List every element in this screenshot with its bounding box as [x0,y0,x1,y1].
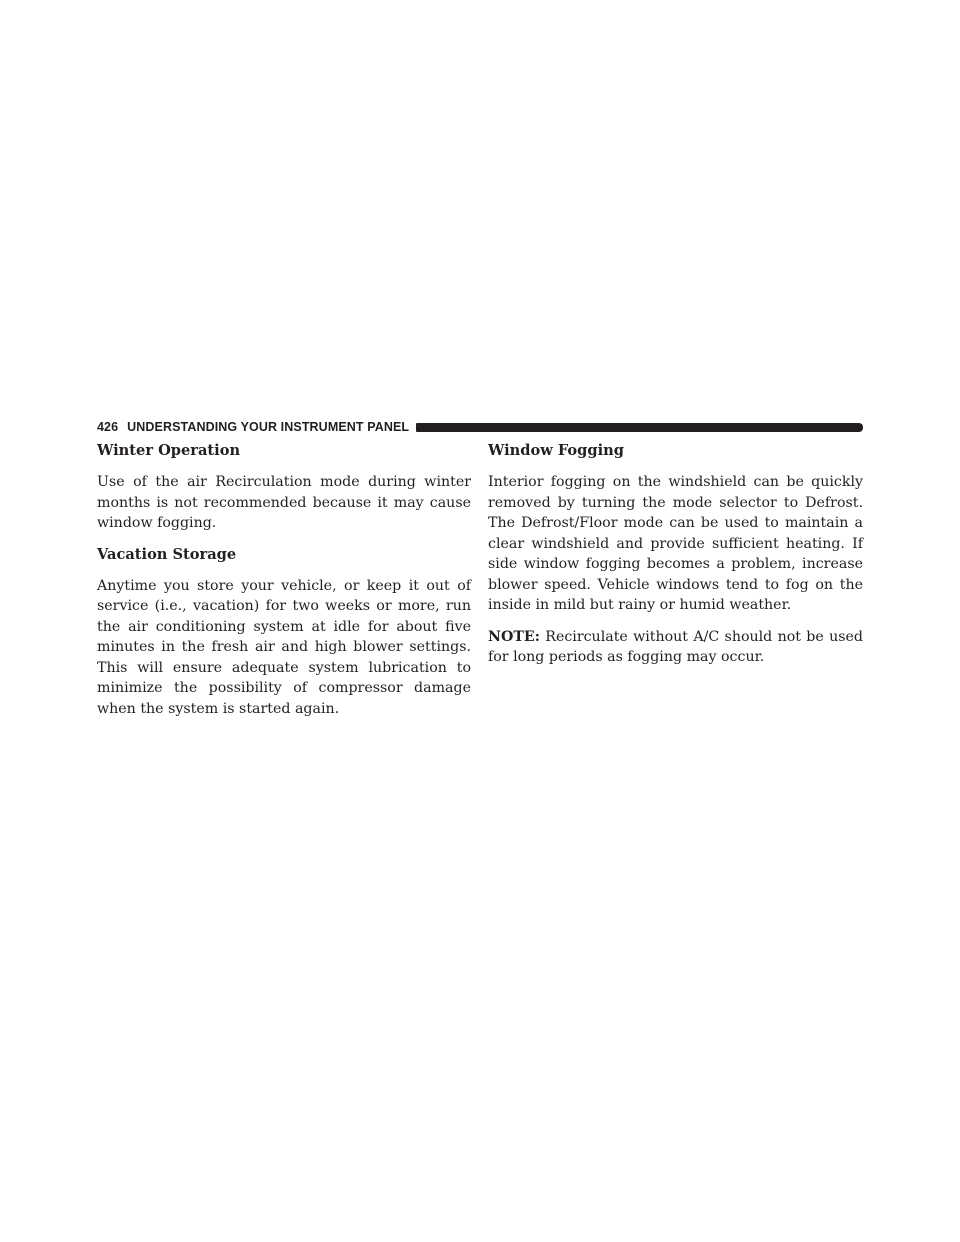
left-column [97,441,471,730]
paragraph-window-fogging: Interior fogging on the windshield can be quickly removed by turning the mode selector to Defrost. The Defrost/Floor mode can be used to maintain a clear windshield and provide sufficient heating. If side window fogging becomes a problem, increase blower speed. Vehicle windows tend to fog on the inside in mild but rainy or humid weather. [488,474,863,613]
page-header [97,419,863,435]
header-rule [416,423,863,432]
note-text: Recirculate without A/C should not be used for long periods as fogging may occur. [488,628,863,665]
paragraph-vacation-storage: Anytime you store your vehicle, or keep it out of service (i.e., vacation) for two weeks or more, run the air conditioning system at idle for about five minutes in the fresh air and high blower settings. This will ensure adequate system lubrication to minimize the possibility of compressor damage when the system is started again. [97,577,471,717]
right-column [488,441,863,679]
heading-window-fogging: Window Fogging [488,442,624,459]
page-number: 426 [97,420,119,434]
paragraph-winter-operation: Use of the air Recirculation mode during winter months is not recommended because it may cause window fogging. [97,474,471,531]
note-label: NOTE: [488,628,540,645]
heading-winter-operation: Winter Operation [97,442,241,459]
heading-vacation-storage: Vacation Storage [97,545,237,563]
note-paragraph [488,627,863,668]
section-title: UNDERSTANDING YOUR INSTRUMENT PANEL [127,420,410,434]
